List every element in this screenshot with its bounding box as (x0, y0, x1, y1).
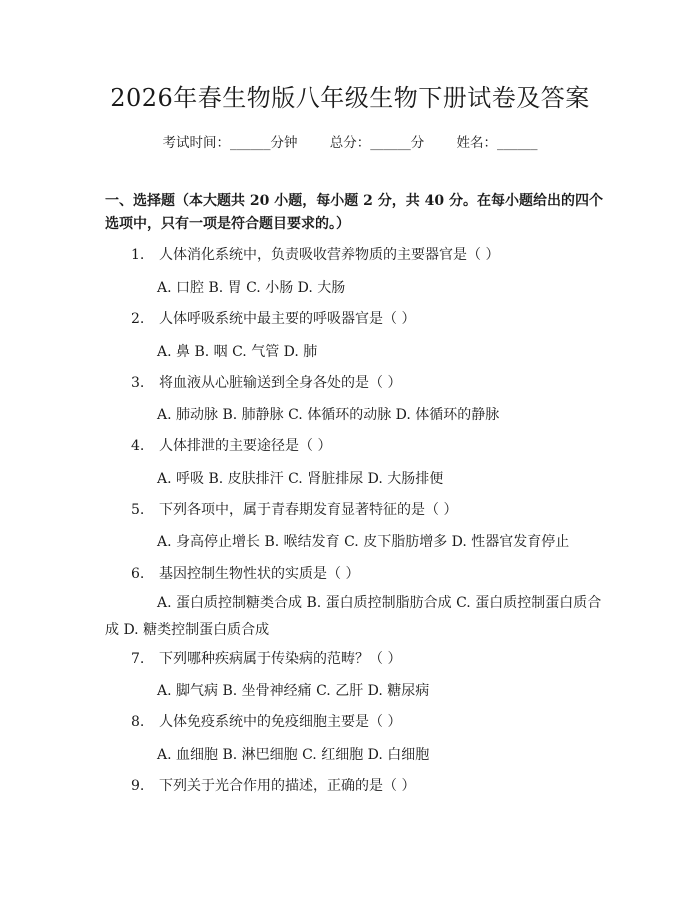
question-7-options: A. 脚气病 B. 坐骨神经痛 C. 乙肝 D. 糖尿病 (157, 683, 430, 699)
question-5-options: A. 身高停止增长 B. 喉结发育 C. 皮下脂肪增多 D. 性器官发育停止 (157, 534, 570, 550)
question-6 (131, 563, 359, 583)
question-text: 人体免疫系统中的免疫细胞主要是（ ） (159, 714, 402, 730)
question-2 (131, 308, 415, 328)
question-number: 3. (131, 375, 145, 391)
question-text: 下列各项中，属于青春期发育显著特征的是（ ） (159, 502, 458, 518)
total-score-field: 总分：______分 (329, 135, 425, 151)
section-heading: 一、选择题（本大题共 20 小题，每小题 2 分，共 40 分。在每小题给出的四个选项中，只有一项是符合题目要求的。） (105, 193, 603, 232)
question-text: 人体消化系统中，负责吸收营养物质的主要器官是（ ） (159, 247, 500, 263)
question-7 (131, 648, 401, 668)
question-4 (131, 435, 331, 455)
page-title: 2026年春生物版八年级生物下册试卷及答案 (110, 84, 590, 112)
question-8-options: A. 血细胞 B. 淋巴细胞 C. 红细胞 D. 白细胞 (157, 747, 430, 763)
question-number: 7. (131, 651, 145, 667)
question-text: 下列关于光合作用的描述，正确的是（ ） (159, 778, 416, 794)
question-number: 9. (131, 778, 145, 794)
question-number: 5. (131, 502, 145, 518)
question-text: 人体呼吸系统中最主要的呼吸器官是（ ） (159, 311, 416, 327)
question-text: 下列哪种疾病属于传染病的范畴？（ ） (159, 651, 402, 667)
question-2-options: A. 鼻 B. 咽 C. 气管 D. 肺 (157, 344, 318, 360)
question-3 (131, 372, 401, 392)
question-number: 1. (131, 247, 145, 263)
question-text: 人体排泄的主要途径是（ ） (159, 438, 332, 454)
question-number: 6. (131, 566, 145, 582)
question-5 (131, 499, 457, 519)
question-number: 2. (131, 311, 145, 327)
question-number: 8. (131, 714, 145, 730)
exam-info-line (0, 131, 700, 151)
student-name-field: 姓名：______ (456, 135, 538, 151)
question-text: 将血液从心脏输送到全身各处的是（ ） (159, 375, 402, 391)
question-number: 4. (131, 438, 145, 454)
exam-time-field: 考试时间：______分钟 (162, 135, 298, 151)
question-text: 基因控制生物性状的实质是（ ） (159, 566, 360, 582)
question-4-options: A. 呼吸 B. 皮肤排汗 C. 肾脏排尿 D. 大肠排便 (157, 471, 444, 487)
question-8 (131, 711, 401, 731)
question-6-options: A. 蛋白质控制糖类合成 B. 蛋白质控制脂肪合成 C. 蛋白质控制蛋白质合成 D. 糖类控制蛋白质合成 (105, 595, 602, 638)
question-9 (131, 775, 415, 795)
question-1 (131, 244, 499, 264)
question-3-options: A. 肺动脉 B. 肺静脉 C. 体循环的动脉 D. 体循环的静脉 (157, 407, 500, 423)
question-1-options: A. 口腔 B. 胃 C. 小肠 D. 大肠 (157, 280, 346, 296)
